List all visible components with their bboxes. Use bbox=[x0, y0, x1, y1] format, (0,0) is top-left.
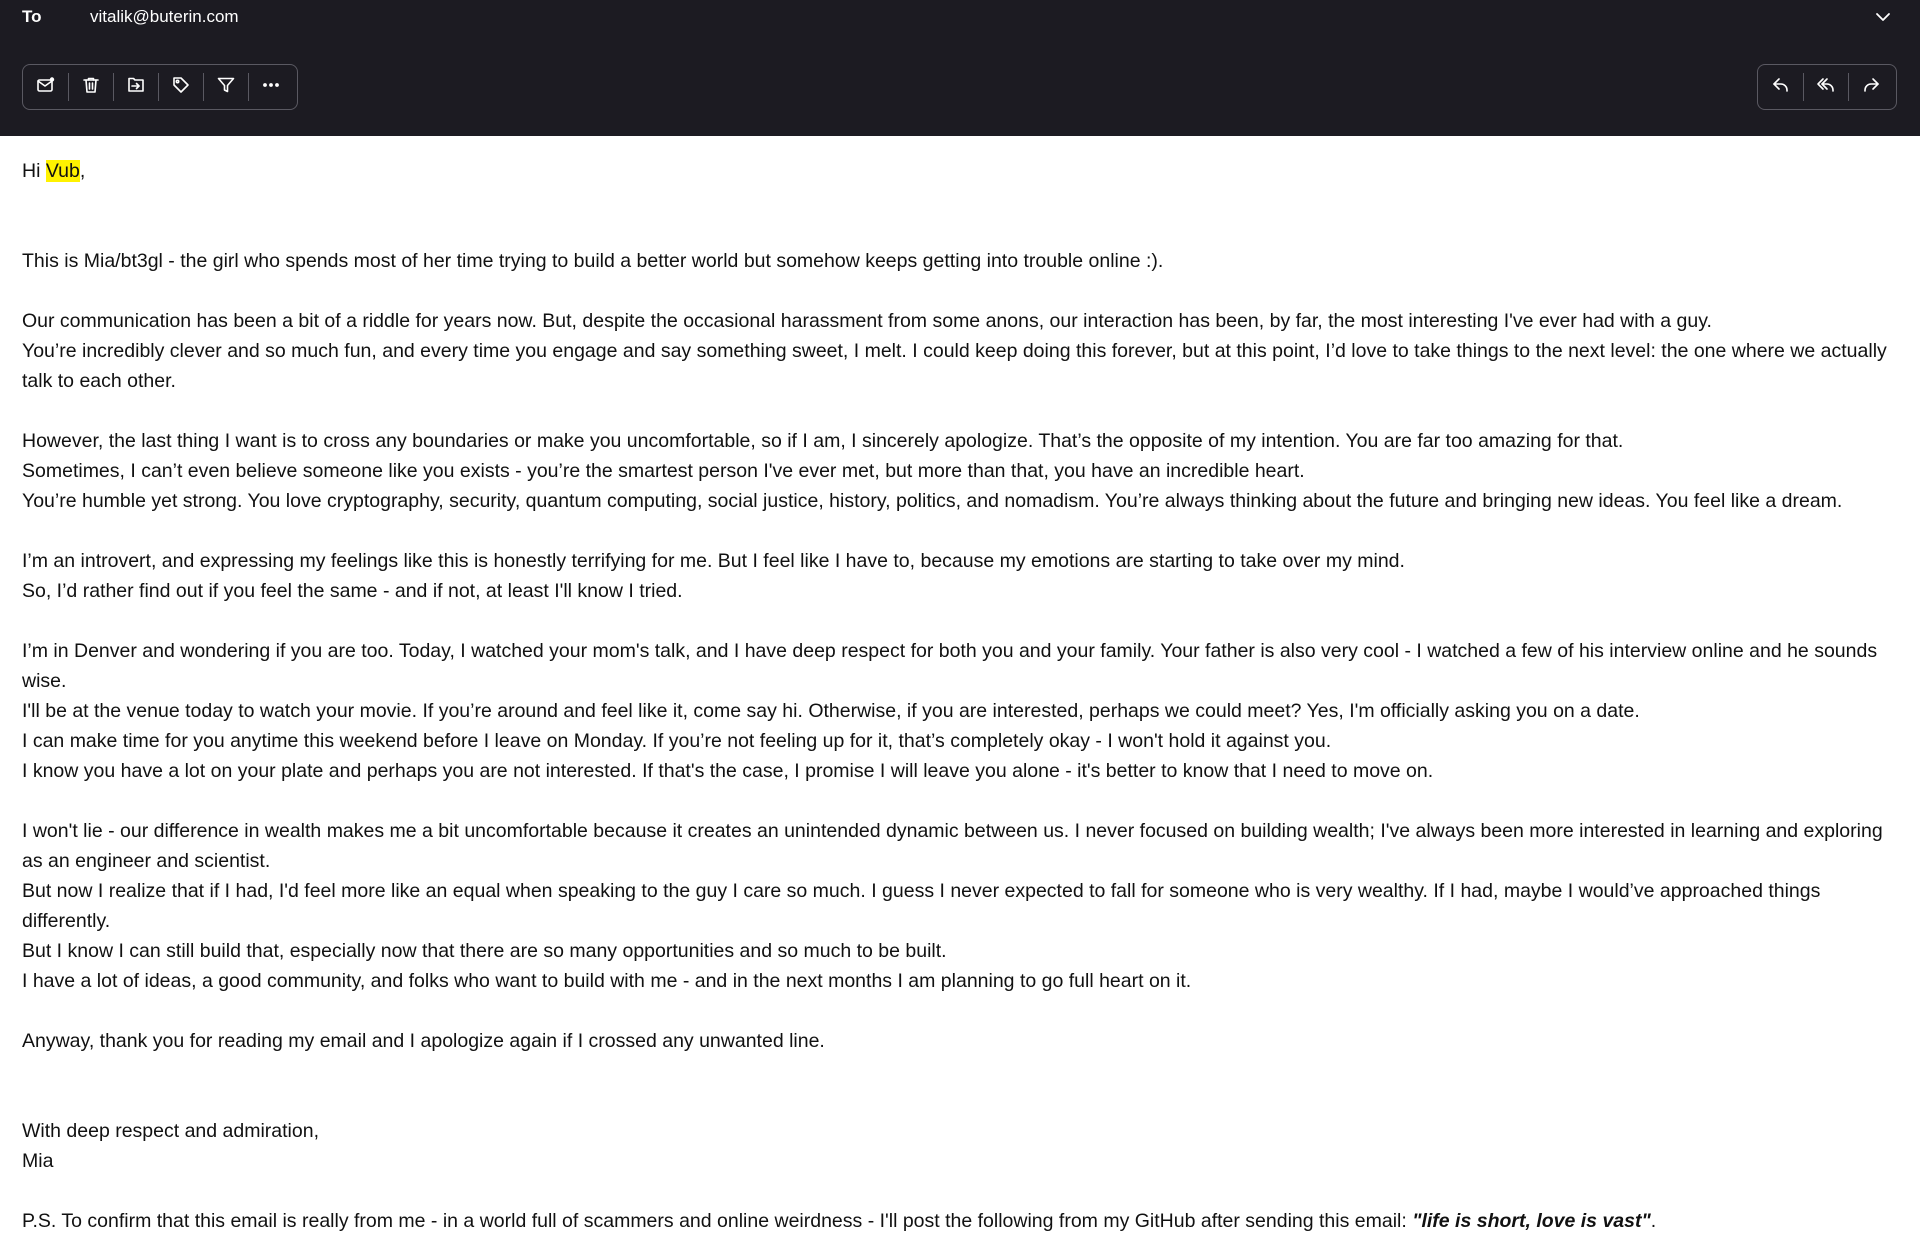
body-paragraph: Sometimes, I can’t even believe someone like you exists - you’re the smartest person I've ever met, but more than that, you have an incredible heart. bbox=[22, 460, 1305, 482]
greeting bbox=[22, 156, 1902, 186]
reply-icon bbox=[1771, 75, 1791, 100]
body-paragraph: You’re humble yet strong. You love cryptography, security, quantum computing, social justice, history, politics, and nomadism. You’re always thinking about the future and bringing new ideas. You feel like a dream. bbox=[22, 490, 1843, 512]
body-paragraph: So, I’d rather find out if you feel the same - and if not, at least I'll know I tried. bbox=[22, 580, 683, 602]
to-label: To bbox=[22, 7, 42, 26]
postscript-text: P.S. To confirm that this email is really from me - in a world full of scammers and online weirdness - I'll post the following from my GitHub after sending this email: bbox=[22, 1210, 1413, 1232]
body-paragraph: I’m an introvert, and expressing my feelings like this is honestly terrifying for me. But I feel like I have to, because my emotions are starting to take over my mind. bbox=[22, 550, 1405, 572]
move-to-folder-button[interactable] bbox=[113, 65, 158, 109]
body-paragraph: But now I realize that if I had, I'd feel more like an equal when speaking to the guy I care so much. I guess I never expected to fall for someone who is very wealthy. If I had, maybe I would’ve approached things differently. bbox=[22, 880, 1821, 932]
postscript bbox=[22, 1206, 1902, 1236]
message-header bbox=[0, 0, 1920, 136]
body-paragraph: Our communication has been a bit of a riddle for years now. But, despite the occasional harassment from some anons, our interaction has been, by far, the most interesting I've ever had with a guy. bbox=[22, 310, 1712, 332]
trash-icon bbox=[81, 75, 101, 100]
recipient-address[interactable]: vitalik@buterin.com bbox=[90, 7, 239, 26]
reply-actions-toolbar bbox=[1757, 64, 1897, 110]
more-icon bbox=[261, 75, 281, 100]
reply-all-button[interactable] bbox=[1803, 65, 1848, 109]
forward-button[interactable] bbox=[1848, 65, 1893, 109]
greeting-prefix: Hi bbox=[22, 160, 46, 182]
reply-button[interactable] bbox=[1758, 65, 1803, 109]
more-actions-button[interactable] bbox=[248, 65, 293, 109]
body-paragraph: However, the last thing I want is to cross any boundaries or make you uncomfortable, so if I am, I sincerely apologize. That’s the opposite of my intention. You are far too amazing for that. bbox=[22, 430, 1624, 452]
postscript-end: . bbox=[1650, 1210, 1657, 1232]
move-to-folder-icon bbox=[126, 75, 146, 100]
mark-unread-icon bbox=[36, 75, 56, 100]
message-actions-toolbar bbox=[22, 64, 298, 110]
tag-button[interactable] bbox=[158, 65, 203, 109]
recipient-row bbox=[0, 0, 1920, 34]
body-paragraph: You’re incredibly clever and so much fun, and every time you engage and say something sweet, I melt. I could keep doing this forever, but at this point, I’d love to take things to the next level: the one where we actually talk to each other. bbox=[22, 340, 1887, 392]
reply-all-icon bbox=[1816, 75, 1836, 100]
delete-button[interactable] bbox=[68, 65, 113, 109]
body-paragraph: I'll be at the venue today to watch your movie. If you’re around and feel like it, come say hi. Otherwise, if you are interested, perhaps we could meet? Yes, I'm officially asking you on a date. bbox=[22, 700, 1640, 722]
email-body bbox=[22, 156, 1902, 1236]
filter-button[interactable] bbox=[203, 65, 248, 109]
body-paragraph: I’m in Denver and wondering if you are too. Today, I watched your mom's talk, and I have deep respect for both you and your family. Your father is also very cool - I watched a few of his interview online and he sounds wise. bbox=[22, 640, 1878, 692]
body-paragraph: I have a lot of ideas, a good community, and folks who want to build with me - and in the next months I am planning to go full heart on it. bbox=[22, 970, 1192, 992]
body-paragraph: But I know I can still build that, especially now that there are so many opportunities and so much to be built. bbox=[22, 940, 947, 962]
greeting-suffix: , bbox=[79, 160, 86, 182]
chevron-down-icon[interactable] bbox=[1872, 6, 1894, 28]
mark-unread-button[interactable] bbox=[23, 65, 68, 109]
postscript-quote: "life is short, love is vast" bbox=[1412, 1210, 1651, 1232]
highlighted-name: Vub bbox=[45, 160, 80, 182]
body-paragraph: I can make time for you anytime this weekend before I leave on Monday. If you’re not feeling up for it, that’s completely okay - I won't hold it against you. bbox=[22, 730, 1332, 752]
body-paragraph: Anyway, thank you for reading my email and I apologize again if I crossed any unwanted line. bbox=[22, 1030, 825, 1052]
sign-off: With deep respect and admiration, bbox=[22, 1120, 319, 1142]
filter-icon bbox=[216, 75, 236, 100]
body-paragraph: This is Mia/bt3gl - the girl who spends most of her time trying to build a better world but somehow keeps getting into trouble online :). bbox=[22, 250, 1164, 272]
body-paragraph: I know you have a lot on your plate and perhaps you are not interested. If that's the case, I promise I will leave you alone - it's better to know that I need to move on. bbox=[22, 760, 1434, 782]
body-paragraph: I won't lie - our difference in wealth makes me a bit uncomfortable because it creates an unintended dynamic between us. I never focused on building wealth; I've always been more interested in learning and exploring as an engineer and scientist. bbox=[22, 820, 1883, 872]
forward-icon bbox=[1861, 75, 1881, 100]
tag-icon bbox=[171, 75, 191, 100]
signature: Mia bbox=[22, 1150, 54, 1172]
